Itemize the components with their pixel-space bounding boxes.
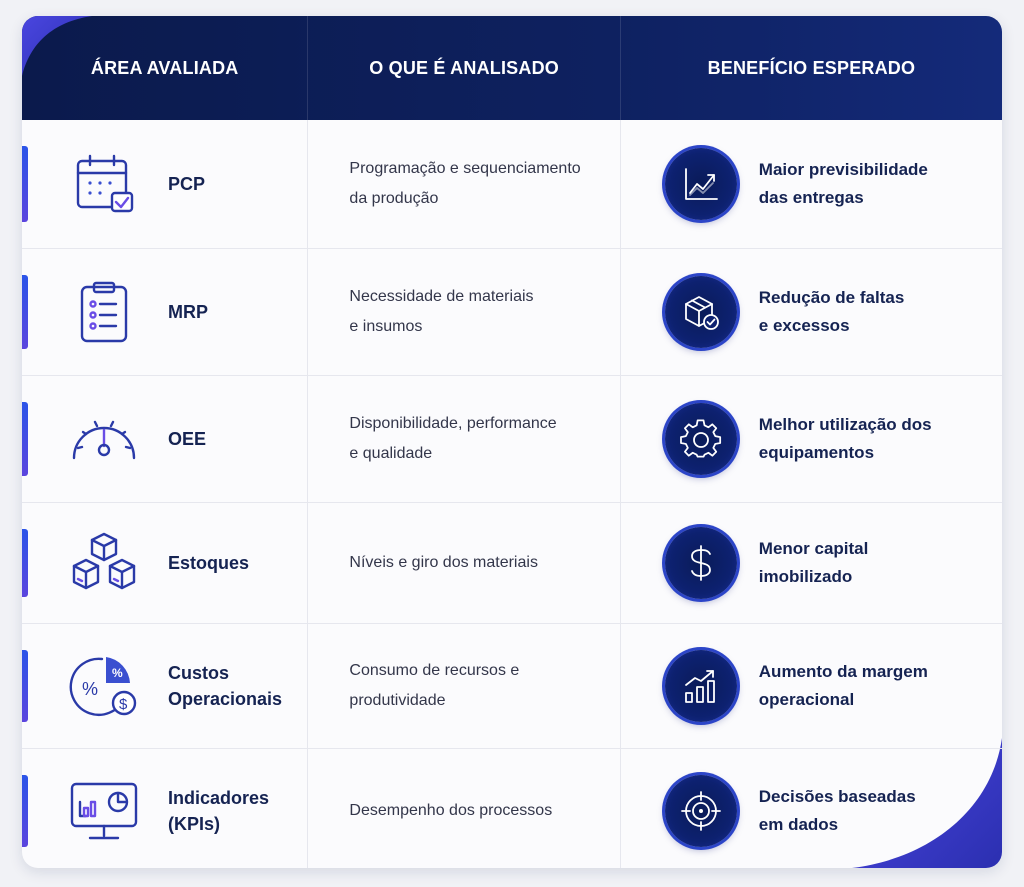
area-name: Indicadores (KPIs) [168,788,270,834]
monitor-dashboard-icon [66,778,142,844]
table-body [22,120,1002,868]
table-header [22,16,1002,120]
area-cell [22,749,307,868]
analysed-text: Necessidade de materiais e insumos [349,288,534,335]
area-name: OEE [168,429,207,449]
benefit-cell [620,120,1002,248]
box-check-icon [665,276,737,348]
analysed-cell [307,503,619,623]
benefit-text: Maior previsibilidade das entregas [758,160,928,207]
gear-icon [665,403,737,475]
table-row [22,503,1002,624]
stacked-boxes-icon [66,530,142,596]
area-name: PCP [168,174,206,194]
benefit-cell [620,749,1002,868]
area-cell [22,624,307,748]
analysed-cell [307,120,619,248]
analysed-text: Disponibilidade, performance e qualidade [349,415,557,462]
area-name: MRP [168,302,208,322]
calendar-check-icon [66,151,142,217]
area-name: Custos Operacionais [168,663,283,709]
area-cell [22,376,307,502]
analysed-cell [307,749,619,868]
benefit-text: Menor capital imobilizado [758,539,869,586]
benefit-text: Melhor utilização dos equipamentos [758,415,932,462]
benefit-text: Decisões baseadas em dados [758,787,916,834]
analysed-cell [307,249,619,375]
svg-text:$: $ [119,696,128,713]
target-icon [665,775,737,847]
table-row [22,624,1002,749]
comparison-table-card [22,16,1002,868]
benefit-cell [620,624,1002,748]
analysed-cell [307,624,619,748]
table-row [22,249,1002,376]
table-row [22,749,1002,868]
area-cell [22,249,307,375]
analysed-text: Programação e sequenciamento da produção [349,160,581,207]
benefit-text: Aumento da margem operacional [758,662,928,709]
dollar-icon [665,527,737,599]
benefit-cell [620,249,1002,375]
header-beneficio-esperado: BENEFÍCIO ESPERADO [620,16,1002,120]
analysed-text: Níveis e giro dos materiais [349,554,538,571]
clipboard-list-icon [66,279,142,345]
area-name: Estoques [168,553,250,573]
benefit-text: Redução de faltas e excessos [758,288,905,335]
analysed-cell [307,376,619,502]
benefit-cell [620,503,1002,623]
header-o-que-e-analisado: O QUE É ANALISADO [307,16,619,120]
analysed-text: Desempenho dos processos [349,802,553,819]
table-row [22,376,1002,503]
table-row [22,120,1002,249]
svg-text:%: % [112,666,123,680]
area-cell [22,120,307,248]
header-area-avaliada: ÁREA AVALIADA [90,57,239,78]
svg-text:%: % [82,679,99,699]
percent-pie-dollar-icon [66,653,142,719]
analysed-text: Consumo de recursos e produtividade [349,662,520,709]
bar-chart-arrow-icon [665,650,737,722]
benefit-cell [620,376,1002,502]
chart-trend-up-icon [665,148,737,220]
area-cell [22,503,307,623]
gauge-icon [66,406,142,472]
